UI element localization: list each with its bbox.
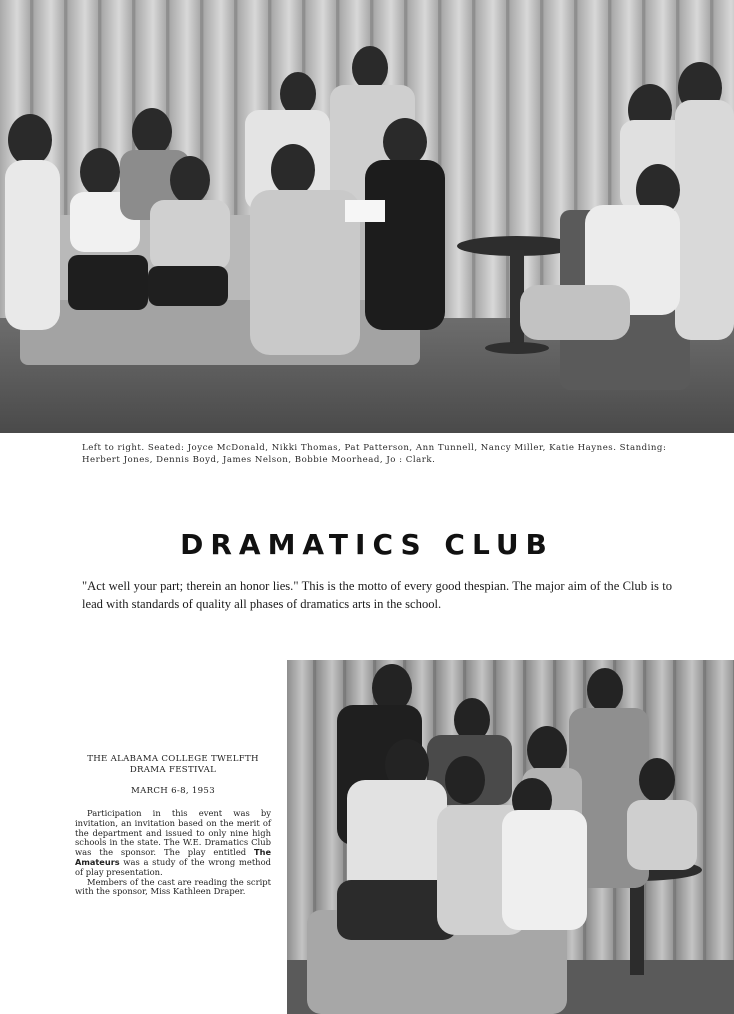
festival-para1-after: was a study of the wrong method of play presentation. (75, 856, 271, 877)
festival-body (75, 809, 271, 897)
club-motto-text: "Act well your part; therein an honor lies." This is the motto of every good thespian. The major aim of the Club is to lead with standards of quality all phases of dramatics arts in the school. (82, 579, 672, 611)
festival-play-title: The Amateurs (75, 847, 271, 867)
festival-date: MARCH 6-8, 1953 (131, 786, 215, 796)
page-heading: DRAMATICS CLUB (180, 528, 554, 561)
club-group-photo (0, 0, 734, 433)
festival-paragraph-2: Members of the cast are reading the script with the sponsor, Miss Kathleen Draper. (75, 876, 271, 897)
photo-caption-names: Left to right. Seated: Joyce McDonald, Nikki Thomas, Pat Patterson, Ann Tunnell, Nancy Miller, Katie Haynes. Standing: Herbert Jones, Dennis Boyd, James Nelson, Bobbie Moorhead, Jo : Clark. (82, 443, 667, 465)
cast-reading-photo (287, 660, 734, 1014)
festival-title-line1: THE ALABAMA COLLEGE TWELFTH (87, 754, 259, 764)
festival-article (75, 754, 271, 897)
festival-para1-before: Participation in this event was by invitation, an invitation based on the merit of the department and issued to only nine high schools in the state. The W.E. Dramatics Club was the sponsor. The play entitled (75, 808, 271, 858)
festival-paragraph-1 (75, 809, 271, 878)
festival-title-line2: DRAMA FESTIVAL (129, 765, 217, 775)
festival-title (75, 754, 271, 776)
